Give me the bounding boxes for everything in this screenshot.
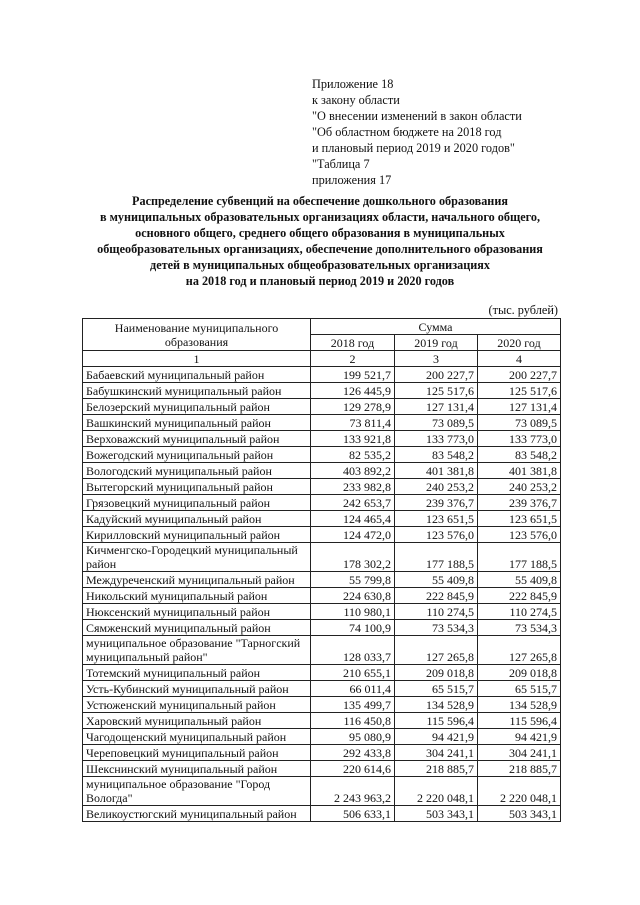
amount-2019: 401 381,8 — [395, 463, 478, 479]
district-name: муниципальное образование "Тарногский муниципальный район" — [83, 636, 311, 665]
amount-2018: 124 465,4 — [311, 511, 395, 527]
title-line: основного общего, среднего общего образования в муниципальных — [135, 226, 505, 240]
amount-2020: 134 528,9 — [478, 697, 561, 713]
amount-2019: 110 274,5 — [395, 604, 478, 620]
appendix-line: "Таблица 7 — [312, 157, 370, 171]
amount-2019: 200 227,7 — [395, 367, 478, 383]
district-name: Белозерский муниципальный район — [83, 399, 311, 415]
amount-2018: 199 521,7 — [311, 367, 395, 383]
table-row — [83, 383, 561, 399]
amount-2019: 73 089,5 — [395, 415, 478, 431]
amount-2019: 94 421,9 — [395, 729, 478, 745]
amount-2018: 2 243 963,2 — [311, 777, 395, 806]
table-row — [83, 697, 561, 713]
header-column-number: 2 — [311, 351, 395, 367]
amount-2018: 135 499,7 — [311, 697, 395, 713]
amount-2019: 239 376,7 — [395, 495, 478, 511]
amount-2019: 127 265,8 — [395, 636, 478, 665]
amount-2019: 125 517,6 — [395, 383, 478, 399]
table-row — [83, 495, 561, 511]
table-row — [83, 636, 561, 665]
table-row — [83, 713, 561, 729]
table-row — [83, 367, 561, 383]
district-name: Верховажский муниципальный район — [83, 431, 311, 447]
appendix-line: к закону области — [312, 93, 400, 107]
amount-2019: 2 220 048,1 — [395, 777, 478, 806]
table-row — [83, 479, 561, 495]
district-name: Великоустюгский муниципальный район — [83, 806, 311, 822]
amount-2019: 115 596,4 — [395, 713, 478, 729]
amount-2020: 200 227,7 — [478, 367, 561, 383]
amount-2020: 73 089,5 — [478, 415, 561, 431]
header-column-number: 4 — [478, 351, 561, 367]
district-name: Кичменгско-Городецкий муниципальный район — [83, 543, 311, 572]
amount-2020: 115 596,4 — [478, 713, 561, 729]
district-name: Нюксенский муниципальный район — [83, 604, 311, 620]
amount-2018: 55 799,8 — [311, 572, 395, 588]
title-line: общеобразовательных организациях, обеспечение дополнительного образования — [97, 242, 543, 256]
table-row — [83, 777, 561, 806]
amount-2020: 240 253,2 — [478, 479, 561, 495]
district-name: Междуреченский муниципальный район — [83, 572, 311, 588]
table-row — [83, 463, 561, 479]
header-column-number: 3 — [395, 351, 478, 367]
header-year: 2018 год — [311, 335, 395, 351]
amount-2019: 123 576,0 — [395, 527, 478, 543]
district-name: Чагодощенский муниципальный район — [83, 729, 311, 745]
amount-2018: 126 445,9 — [311, 383, 395, 399]
amount-2018: 242 653,7 — [311, 495, 395, 511]
header-column-number: 1 — [83, 351, 311, 367]
table-row — [83, 729, 561, 745]
amount-2018: 124 472,0 — [311, 527, 395, 543]
header-sum: Сумма — [311, 319, 561, 335]
amount-2020: 401 381,8 — [478, 463, 561, 479]
table-row — [83, 447, 561, 463]
amount-2020: 2 220 048,1 — [478, 777, 561, 806]
amount-2018: 82 535,2 — [311, 447, 395, 463]
appendix-line: и плановый период 2019 и 2020 годов" — [312, 141, 515, 155]
table-row — [83, 620, 561, 636]
amount-2018: 116 450,8 — [311, 713, 395, 729]
amount-2019: 503 343,1 — [395, 806, 478, 822]
amount-2019: 209 018,8 — [395, 665, 478, 681]
district-name: Кирилловский муниципальный район — [83, 527, 311, 543]
header-year: 2020 год — [478, 335, 561, 351]
amount-2020: 239 376,7 — [478, 495, 561, 511]
amount-2019: 127 131,4 — [395, 399, 478, 415]
table-row — [83, 588, 561, 604]
appendix-line: Приложение 18 — [312, 77, 394, 91]
table-row — [83, 543, 561, 572]
table-row — [83, 745, 561, 761]
amount-2020: 123 576,0 — [478, 527, 561, 543]
amount-2018: 403 892,2 — [311, 463, 395, 479]
amount-2018: 233 982,8 — [311, 479, 395, 495]
title-line: на 2018 год и плановый период 2019 и 2020 годов — [185, 274, 455, 288]
table-row — [83, 527, 561, 543]
amount-2020: 65 515,7 — [478, 681, 561, 697]
table-row — [83, 431, 561, 447]
document-title — [60, 193, 580, 289]
amount-2019: 222 845,9 — [395, 588, 478, 604]
amount-2020: 94 421,9 — [478, 729, 561, 745]
district-name: Кадуйский муниципальный район — [83, 511, 311, 527]
district-name: Усть-Кубинский муниципальный район — [83, 681, 311, 697]
district-name: Никольский муниципальный район — [83, 588, 311, 604]
amount-2018: 210 655,1 — [311, 665, 395, 681]
amount-2019: 240 253,2 — [395, 479, 478, 495]
table-row — [83, 681, 561, 697]
appendix-line: "Об областном бюджете на 2018 год — [312, 125, 502, 139]
amount-2020: 83 548,2 — [478, 447, 561, 463]
amount-2020: 209 018,8 — [478, 665, 561, 681]
district-name: Бабушкинский муниципальный район — [83, 383, 311, 399]
title-line: в муниципальных образовательных организациях области, начального общего, — [99, 210, 541, 224]
district-name: Тотемский муниципальный район — [83, 665, 311, 681]
table-row — [83, 399, 561, 415]
table-row — [83, 415, 561, 431]
amount-2018: 95 080,9 — [311, 729, 395, 745]
amount-2020: 110 274,5 — [478, 604, 561, 620]
amount-2020: 127 265,8 — [478, 636, 561, 665]
amount-2020: 177 188,5 — [478, 543, 561, 572]
title-line: детей в муниципальных общеобразовательных организациях — [150, 258, 490, 272]
amount-2019: 177 188,5 — [395, 543, 478, 572]
title-line: Распределение субвенций на обеспечение дошкольного образования — [132, 194, 508, 208]
amount-2020: 304 241,1 — [478, 745, 561, 761]
amount-2019: 123 651,5 — [395, 511, 478, 527]
appendix-line: приложения 17 — [312, 173, 392, 187]
amount-2019: 218 885,7 — [395, 761, 478, 777]
amount-2019: 55 409,8 — [395, 572, 478, 588]
amount-2019: 83 548,2 — [395, 447, 478, 463]
amount-2020: 503 343,1 — [478, 806, 561, 822]
district-name: Харовский муниципальный район — [83, 713, 311, 729]
district-name: Устюженский муниципальный район — [83, 697, 311, 713]
amount-2018: 66 011,4 — [311, 681, 395, 697]
district-name: Бабаевский муниципальный район — [83, 367, 311, 383]
table-row — [83, 572, 561, 588]
amount-2020: 218 885,7 — [478, 761, 561, 777]
amount-2019: 73 534,3 — [395, 620, 478, 636]
district-name: Сямженский муниципальный район — [83, 620, 311, 636]
district-name: Грязовецкий муниципальный район — [83, 495, 311, 511]
amount-2020: 123 651,5 — [478, 511, 561, 527]
units-label: (тыс. рублей) — [488, 303, 558, 317]
amount-2020: 73 534,3 — [478, 620, 561, 636]
district-name: Вытегорский муниципальный район — [83, 479, 311, 495]
table-row — [83, 761, 561, 777]
amount-2018: 220 614,6 — [311, 761, 395, 777]
amount-2018: 74 100,9 — [311, 620, 395, 636]
amount-2018: 133 921,8 — [311, 431, 395, 447]
amount-2018: 506 633,1 — [311, 806, 395, 822]
amount-2020: 127 131,4 — [478, 399, 561, 415]
table-row — [83, 665, 561, 681]
appendix-heading — [312, 76, 522, 188]
amount-2018: 292 433,8 — [311, 745, 395, 761]
amount-2018: 128 033,7 — [311, 636, 395, 665]
amount-2018: 224 630,8 — [311, 588, 395, 604]
amount-2018: 129 278,9 — [311, 399, 395, 415]
amount-2019: 133 773,0 — [395, 431, 478, 447]
amount-2018: 178 302,2 — [311, 543, 395, 572]
amount-2020: 125 517,6 — [478, 383, 561, 399]
table-row — [83, 511, 561, 527]
table-row — [83, 806, 561, 822]
appendix-line: "О внесении изменений в закон области — [312, 109, 522, 123]
amount-2019: 65 515,7 — [395, 681, 478, 697]
amount-2019: 134 528,9 — [395, 697, 478, 713]
header-year: 2019 год — [395, 335, 478, 351]
amount-2019: 304 241,1 — [395, 745, 478, 761]
amount-2020: 55 409,8 — [478, 572, 561, 588]
district-name: Череповецкий муниципальный район — [83, 745, 311, 761]
district-name: Шекснинский муниципальный район — [83, 761, 311, 777]
amount-2018: 73 811,4 — [311, 415, 395, 431]
amount-2018: 110 980,1 — [311, 604, 395, 620]
district-name: Вожегодский муниципальный район — [83, 447, 311, 463]
district-name: муниципальное образование "Город Вологда" — [83, 777, 311, 806]
header-name: Наименование муниципального образования — [83, 319, 311, 351]
table-row — [83, 604, 561, 620]
subventions-table — [82, 318, 561, 822]
amount-2020: 133 773,0 — [478, 431, 561, 447]
district-name: Вашкинский муниципальный район — [83, 415, 311, 431]
district-name: Вологодский муниципальный район — [83, 463, 311, 479]
amount-2020: 222 845,9 — [478, 588, 561, 604]
